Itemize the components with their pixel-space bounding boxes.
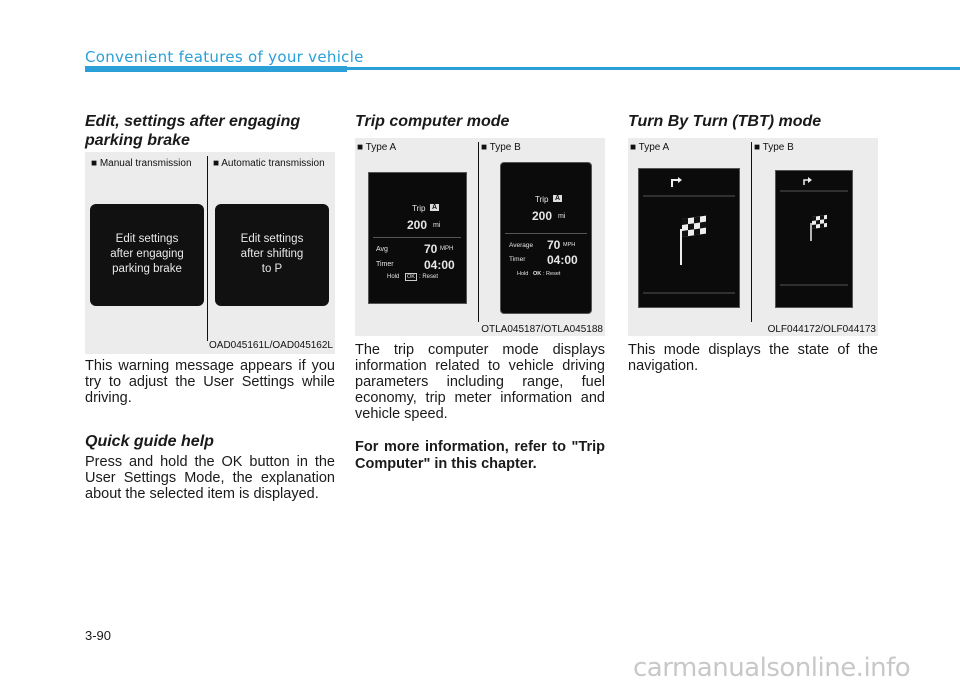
- figure-label-type-b: ■ Type B: [754, 142, 794, 153]
- figure-trip-computer: [355, 138, 605, 336]
- figure-label-automatic: ■ Automatic transmission: [213, 158, 325, 169]
- watermark: carmanualsonline.info: [633, 653, 911, 683]
- screen-manual-line-1: Edit settings: [115, 233, 179, 245]
- figure-edit-settings: [85, 152, 335, 354]
- screen-automatic-line-2: after shifting: [240, 248, 304, 260]
- figure-label-type-b: ■ Type B: [481, 142, 521, 153]
- hold-text: Hold: [387, 274, 400, 280]
- avg-label: Avg: [376, 246, 388, 253]
- trip-distance-unit: mi: [558, 213, 566, 220]
- trip-distance: 200: [407, 218, 428, 232]
- checkered-flag-icon: [639, 169, 739, 307]
- paragraph-warning: This warning message appears if you try to adjust the User Settings while driving.: [85, 358, 335, 406]
- reset-text: : Reset: [543, 271, 561, 277]
- panel-divider: [505, 233, 587, 234]
- timer-value: 04:00: [424, 258, 455, 272]
- page-number: 3-90: [85, 628, 112, 643]
- trip-badge: A: [432, 204, 438, 211]
- heading-edit-settings: [85, 112, 345, 150]
- trip-label: Trip: [535, 195, 549, 204]
- hold-text: Hold: [517, 271, 529, 277]
- panel-divider: [373, 237, 461, 238]
- avg-value: 70: [547, 238, 561, 252]
- figure-code: OAD045161L/OAD045162L: [209, 340, 333, 351]
- timer-label: Timer: [509, 256, 526, 263]
- figure-label-type-a: ■ Type A: [630, 142, 670, 153]
- figure-tbt-mode: [628, 138, 878, 336]
- figure-label-type-a: ■ Type A: [357, 142, 397, 153]
- timer-label: Timer: [376, 261, 394, 268]
- heading-tbt-mode: Turn By Turn (TBT) mode: [628, 113, 822, 130]
- trip-panel-type-b: [500, 162, 592, 314]
- figure-code: OTLA045187/OTLA045188: [481, 324, 603, 335]
- heading-line-1: Edit, settings after engaging: [85, 113, 301, 130]
- trip-badge: A: [555, 195, 561, 202]
- reset-text: : Reset: [419, 274, 439, 280]
- heading-quick-guide: Quick guide help: [85, 433, 214, 450]
- tbt-panel-type-a: [638, 168, 740, 308]
- screen-manual: [90, 204, 204, 306]
- paragraph-quick-guide: Press and hold the OK button in the User Settings Mode, the explanation about the selected item is displayed.: [85, 454, 335, 502]
- checkered-flag-icon: [776, 171, 852, 307]
- trip-distance: 200: [532, 209, 553, 223]
- screen-automatic-line-3: to P: [261, 263, 283, 275]
- screen-automatic-line-1: Edit settings: [240, 233, 304, 245]
- note-trip-computer: For more information, refer to "Trip Computer" in this chapter.: [355, 439, 605, 472]
- avg-label: Average: [509, 242, 534, 249]
- trip-distance-unit: mi: [433, 222, 441, 229]
- screen-manual-line-2: after engaging: [110, 248, 184, 260]
- screen-manual-line-3: parking brake: [112, 263, 182, 275]
- avg-value: 70: [424, 242, 438, 256]
- avg-unit: MPH: [563, 242, 576, 248]
- heading-line-2: parking brake: [85, 132, 190, 149]
- tbt-panel-type-b: [775, 170, 853, 308]
- screen-automatic: [215, 204, 329, 306]
- figure-label-manual: ■ Manual transmission: [91, 158, 192, 169]
- ok-badge: OK: [407, 274, 415, 280]
- trip-panel-type-a: [368, 172, 467, 304]
- figure-divider: [751, 142, 752, 322]
- figure-code: OLF044172/OLF044173: [767, 324, 876, 335]
- trip-label: Trip: [412, 204, 426, 213]
- heading-trip-computer: Trip computer mode: [355, 113, 510, 130]
- avg-unit: MPH: [440, 246, 454, 252]
- paragraph-trip-computer: The trip computer mode displays information related to vehicle driving parameters including range, fuel economy, trip meter information and vehicle speed.: [355, 342, 605, 422]
- section-rule-accent: [85, 66, 347, 72]
- figure-divider: [207, 156, 208, 341]
- section-title: Convenient features of your vehicle: [85, 48, 364, 66]
- figure-divider: [478, 142, 479, 322]
- ok-label: OK: [533, 271, 542, 277]
- paragraph-tbt-mode: This mode displays the state of the navigation.: [628, 342, 878, 374]
- timer-value: 04:00: [547, 253, 578, 267]
